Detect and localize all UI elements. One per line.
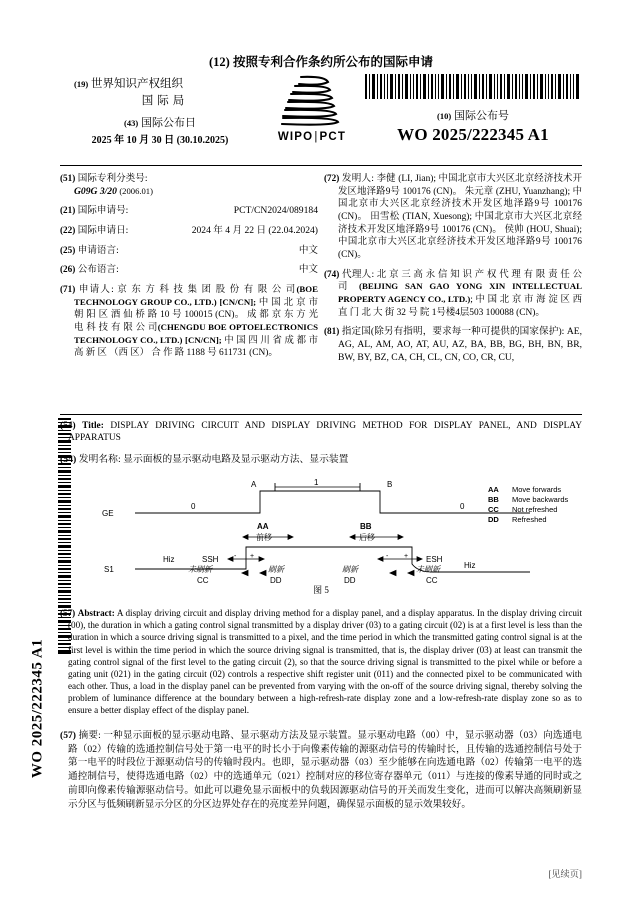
inventors-label: 发明人: <box>341 173 374 184</box>
designated-states-value: AE, AG, AL, AM, AO, AT, AU, AZ, BA, BB, BG, BH, BN, BR, BW, BY, BZ, CA, CH, CL, CN, CO, CR, CU, <box>338 326 583 363</box>
biblio-right-column <box>324 172 582 407</box>
bibliographic-data <box>60 172 582 407</box>
applicant-label: 申请人: <box>78 283 114 295</box>
abstract-chinese <box>60 729 582 812</box>
code-57-cn: (57) <box>60 729 76 741</box>
wipo-text: WIPO <box>277 131 314 143</box>
sign-plus-2: + <box>404 553 409 561</box>
bb-cn: 后移 <box>359 533 375 543</box>
header-left-block <box>60 74 260 146</box>
filing-language-value: 中文 <box>298 244 318 256</box>
code-22: (22) <box>60 224 76 235</box>
title-english-label: Title: <box>82 421 104 431</box>
kind-code-12: (12) <box>209 55 230 69</box>
zone-1-code: CC <box>197 576 209 586</box>
continuation-note: [见续页] <box>548 869 582 879</box>
marker-a: A <box>251 480 257 490</box>
legend-code-0: AA <box>488 485 499 495</box>
kind-code-12-text: 按照专利合作条约所公布的国际申请 <box>232 55 433 69</box>
legend-code-2: CC <box>488 505 499 515</box>
code-51: (51) <box>60 173 76 183</box>
designated-states-label: 指定国(除另有指明，要求每一种可提供的国家保护): <box>341 326 565 338</box>
abstract-english-label: Abstract: <box>77 608 115 619</box>
ipc-edition: (2006.01) <box>119 185 153 196</box>
code-81: (81) <box>324 326 340 337</box>
code-54-en: (54) <box>60 421 76 431</box>
bb-code: BB <box>360 522 372 532</box>
aa-code: AA <box>257 522 269 532</box>
field-ipc <box>60 172 318 198</box>
field-applicant <box>60 283 318 360</box>
zone-4-code: CC <box>426 576 438 586</box>
publication-language-label: 公布语言: <box>77 264 119 276</box>
code-10: (10) <box>437 111 452 121</box>
field-application-number <box>60 204 318 218</box>
signal-label-ge: GE <box>102 509 114 519</box>
agent-name-en: (BEIJING SAN GAO YONG XIN INTELLECTUAL PROPERTY AGENCY CO., LTD.) <box>338 281 582 304</box>
applicant-name-en-2: (CHENGDU BOE OPTOELECTRONICS TECHNOLOGY CO., LTD.) <box>74 321 318 345</box>
legend-text-2: Not refreshed <box>512 505 558 515</box>
s1-hiz-right: Hiz <box>464 561 476 571</box>
code-19: (19) <box>74 79 89 89</box>
code-25: (25) <box>60 244 76 255</box>
abstract-chinese-value: 一种显示面板的显示驱动电路、显示驱动方法及显示装置。显示驱动电路（00）中，显示驱动器（03）向选通电路（02）传输的选通控制信号处于第一电平的时长小于向像素传输的源驱动信号的传输时长，且传输的选通控制信号处于第一电平的时段位于源驱动信号的传输时段内。也即，显示驱动器（03）至少能够在向选通电路（02）传输第一电平的选通控制信号，使得选通电路（02）中的选通单元（021）控制对应的移位寄存器单元（011）与连接的像素导通的同时或之前即向像素传输源驱动信号。如此可以避免显示面板中的负载因源驱动信号的开关而发生变化，进而可以解决高频刷新显示分区与低频刷新显示分区的分区边界处存在的亮度差异问题，确保显示面板的显示效果较好。 <box>68 729 582 811</box>
zone-1-cn: 未刷新 <box>188 565 212 575</box>
ge-level-left: 0 <box>191 502 196 512</box>
filing-language-label: 申请语言: <box>77 244 119 256</box>
legend-text-0: Move forwards <box>512 485 562 495</box>
applicant-address-1: 中 国 北 京 市 朝 阳 区 酒 仙 桥 路 10 号 100015 (CN)。 <box>74 297 318 321</box>
code-26: (26) <box>60 264 76 275</box>
publication-date-value: 2025 年 10 月 30 日 (30.10.2025) <box>91 135 229 146</box>
applicant-address-2: 中 国 四 川 省 成 都 市 高 新 区 （西 区） 合 作 路 1188 号 611731 (CN)。 <box>74 335 319 359</box>
agent-address: ; 中 国 北 京 市 海 淀 区 西 直 门 北 大 街 32 号 院 1号楼4层503 100088 (CN)。 <box>338 294 582 318</box>
figure-5-timing-diagram <box>60 469 582 597</box>
field-agent <box>324 268 582 320</box>
figure-caption: 图 5 <box>313 585 329 596</box>
code-21: (21) <box>60 205 76 216</box>
sign-minus-2: - <box>386 553 389 561</box>
code-57-en: (57) <box>60 608 76 619</box>
code-43: (43) <box>124 118 139 128</box>
field-filing-date <box>60 224 318 238</box>
wipo-separator: | <box>314 131 319 143</box>
applicant-name-cn-2: 成 都 京 东 方 光 电 科 技 有 限 公 司 <box>74 310 318 333</box>
legend-code-3: DD <box>488 515 499 525</box>
publication-kind-line <box>60 52 582 70</box>
ipc-code: G09G 3/20 <box>74 185 117 197</box>
field-inventors <box>324 172 582 262</box>
application-number-label: 国际申请号: <box>77 205 129 217</box>
code-71: (71) <box>60 283 76 294</box>
sign-minus-1: - <box>234 553 237 561</box>
header-divider <box>60 165 582 166</box>
legend-text-3: Refreshed <box>512 515 547 525</box>
title-chinese-label: 发明名称: <box>78 454 121 466</box>
code-54-cn: (54) <box>60 454 77 466</box>
vertical-publication-number: WO 2025/222345 A1 <box>29 638 46 779</box>
publication-date-line <box>60 114 260 130</box>
ge-level-high: 1 <box>314 478 319 488</box>
agent-name-cn: 北 京 三 高 永 信 知 识 产 权 代 理 有 限 责 任 公 司 <box>338 269 582 293</box>
applicant-name-cn-1: 京 东 方 科 技 集 团 股 份 有 限 公 司 <box>117 284 297 295</box>
wipo-globe-icon <box>281 74 343 130</box>
code-72: (72) <box>324 173 340 183</box>
timing-diagram-svg <box>60 469 582 587</box>
wipo-logo-block <box>266 74 358 143</box>
field-filing-language <box>60 244 318 258</box>
abstract-english-value: A display driving circuit and display driving method for a display panel, and a display apparatus. In the display driving circuit (00), the duration in which a gating control signal transmitted by a display driver (03) to a gating circuit (02) is at a first level is less than the duration in which a source driving signal is transmitted to a pixel, and the time period in which the transmitted gating control signal is at the first level is within the time period in which the source driving signal is transmitted, that is, the display driver (03) at least can transmit the gating control signal of the first level to the gating circuit (2), so that the source driving signal is transmitted to the pixel while or before a gating unit (021) in the gating circuit (02) controls a respective shift register unit (011) and the connected pixel to be communicated with each other. Thus, a load in the display panel can be prevented from varying with the on-off of the source driving signal, thereby solving the problem of luminance difference at the boundary between a high-refresh-rate display zone and a low-refresh-rate display zone so as to ensure a better display effect of the display panel. <box>68 608 583 716</box>
publication-date-label: 国际公布日 <box>140 117 196 129</box>
title-english-value: DISPLAY DRIVING CIRCUIT AND DISPLAY DRIVING METHOD FOR DISPLAY PANEL, AND DISPLAY APPARATUS <box>68 421 582 444</box>
aa-cn: 前移 <box>256 533 272 543</box>
barcode-icon <box>365 74 581 99</box>
title-chinese <box>60 451 582 465</box>
inventors-value: 李健 (LI, Jian); 中国北京市大兴区北京经济技术开发区地泽路9号 100176 (CN)。 朱元章 (ZHU, Yuanzhang); 中国北京市大兴区北京经济技术开发区地泽路9号 100176 (CN)。 田雪松 (TIAN, Xuesong); 中国北京市大兴区北京经济技术开发区地泽路9号 100176 (CN)。 侯帅 (HOU, Shuai); 中国北京市大兴区北京经济技术开发区地泽路9号 100176 (CN)。 <box>338 174 582 260</box>
header-right-block <box>364 74 582 145</box>
signal-label-s1: S1 <box>104 565 114 575</box>
field-publication-language <box>60 263 318 277</box>
zone-2-code: DD <box>270 576 282 586</box>
application-number-value: PCT/CN2024/089184 <box>233 205 318 217</box>
publication-number-value: WO 2025/222345 A1 <box>397 125 549 144</box>
biblio-left-column <box>60 172 324 407</box>
code-74: (74) <box>324 268 340 279</box>
s1-hiz-left: Hiz <box>163 555 175 565</box>
filing-date-value: 2024 年 4 月 22 日 (22.04.2024) <box>191 224 318 236</box>
ipc-label: 国际专利分类号: <box>77 173 148 184</box>
abstract-english <box>60 607 582 717</box>
legend-text-1: Move backwards <box>512 495 569 505</box>
publication-number-line <box>364 107 582 123</box>
legend-code-1: BB <box>488 495 499 505</box>
applicant-country-code-2: [CN/CN]; <box>185 334 222 345</box>
applicant-country-code-1: [CN/CN]; <box>219 296 257 307</box>
international-bureau-label: 国际局 <box>141 95 189 107</box>
abstract-chinese-label: 摘要: <box>78 729 101 741</box>
title-chinese-value: 显示面板的显示驱动电路及显示驱动方法、显示装置 <box>123 454 349 466</box>
publication-language-value: 中文 <box>298 264 318 276</box>
biblio-divider <box>60 414 582 415</box>
ge-level-right: 0 <box>460 502 465 512</box>
wipo-wordmark <box>266 131 358 143</box>
title-english <box>60 420 582 444</box>
zone-3-cn: 刷新 <box>342 565 358 575</box>
filing-date-label: 国际申请日: <box>77 224 129 236</box>
organization-line <box>60 75 260 91</box>
s1-esh: ESH <box>426 555 443 565</box>
organization-name: 世界知识产权组织 <box>91 78 184 90</box>
sign-plus-1: + <box>250 553 255 561</box>
zone-4-cn: 未刷新 <box>416 565 440 575</box>
applicant-name-en-1: (BOE TECHNOLOGY GROUP CO., LTD.) <box>74 283 318 307</box>
document-header <box>60 52 582 164</box>
title-abstract-section <box>60 420 582 812</box>
zone-2-cn: 刷新 <box>268 565 284 575</box>
pct-text: PCT <box>319 131 347 143</box>
s1-ssh: SSH <box>202 555 219 565</box>
zone-3-code: DD <box>344 576 356 586</box>
field-designated-states <box>324 325 582 364</box>
publication-number-label: 国际公布号 <box>453 110 509 122</box>
figure-legend <box>488 485 569 524</box>
marker-b: B <box>387 480 393 490</box>
agent-label: 代理人: <box>341 268 375 280</box>
